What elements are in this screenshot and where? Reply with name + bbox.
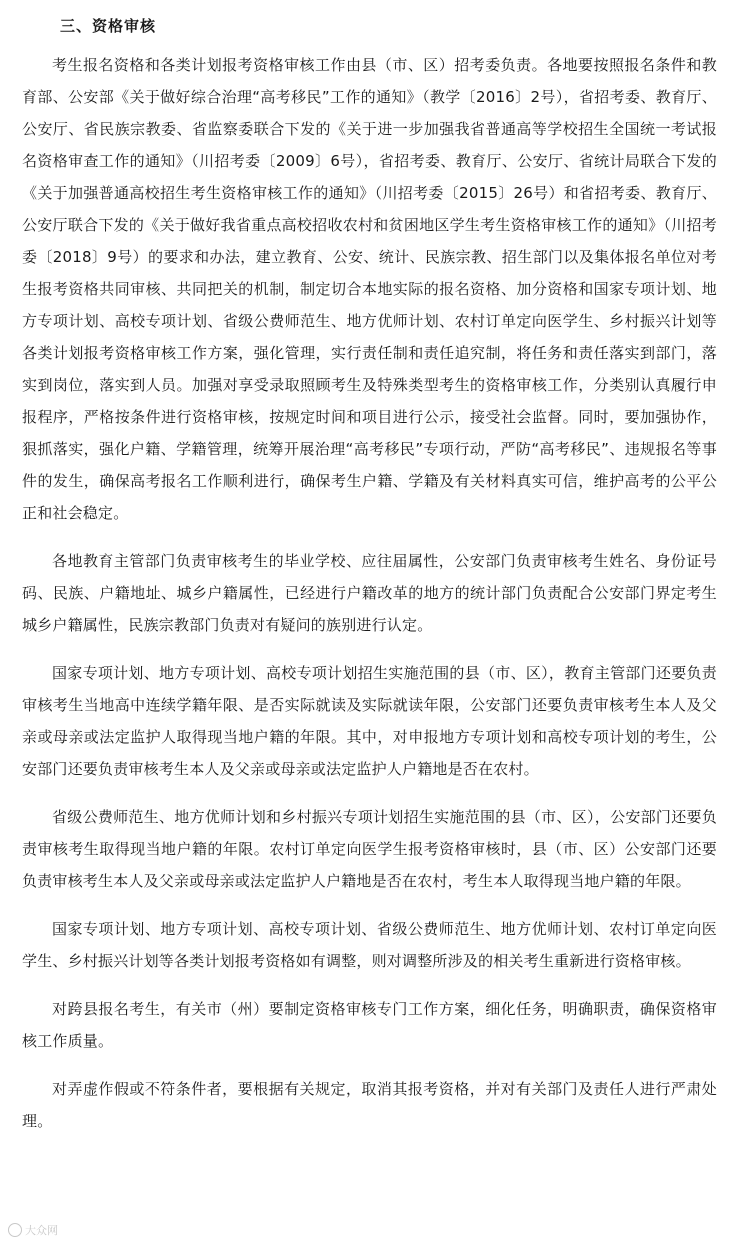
paragraph-special-plans: 国家专项计划、地方专项计划、高校专项计划招生实施范围的县（市、区），教育主管部门还要负责审核考生当地高中连续学籍年限、是否实际就读及实际就读年限，公安部门还要负责审核考生本人及父亲或母亲或法定监护人取得现当地户籍的年限。其中，对申报地方专项计划和高校专项计划的考生，公安部门还要负责审核考生本人及父亲或母亲或法定监护人户籍地是否在农村。 (22, 664, 717, 778)
paragraph-fraud: 对弄虚作假或不符条件者，要根据有关规定，取消其报考资格，并对有关部门及责任人进行严肃处理。 (22, 1080, 717, 1130)
watermark-logo-icon (8, 1223, 22, 1237)
watermark-text: 大众网 (25, 1224, 58, 1237)
paragraph-cross-county: 对跨县报名考生，有关市（州）要制定资格审核专门工作方案，细化任务，明确职责，确保资格审核工作质量。 (22, 1000, 717, 1050)
paragraph-intro: 考生报名资格和各类计划报考资格审核工作由县（市、区）招考委负责。各地要按照报名条件和教育部、公安部《关于做好综合治理“高考移民”工作的通知》（教学〔2016〕2号），省招考委、教育厅、公安厅、省民族宗教委、省监察委联合下发的《关于进一步加强我省普通高等学校招生全国统一考试报名资格审查工作的通知》（川招考委〔2009〕6号），省招考委、教育厅、公安厅、省统计局联合下发的《关于加强普通高校招生考生资格审核工作的通知》（川招考委〔2015〕26号）和省招考委、教育厅、公安厅联合下发的《关于做好我省重点高校招收农村和贫困地区学生考生资格审核工作的通知》（川招考委〔2018〕9号）的要求和办法，建立教育、公安、统计、民族宗教、招生部门以及集体报名单位对考生报考资格共同审核、共同把关的机制，制定切合本地实际的报名资格、加分资格和国家专项计划、地方专项计划、高校专项计划、省级公费师范生、地方优师计划、农村订单定向医学生、乡村振兴计划等各类计划报考资格审核工作方案，强化管理，实行责任制和责任追究制，将任务和责任落实到部门，落实到岗位，落实到人员。加强对享受录取照顾考生及特殊类型考生的资格审核工作，分类别认真履行申报程序，严格按条件进行资格审核，按规定时间和项目进行公示，接受社会监督。同时，要加强协作，狠抓落实，强化户籍、学籍管理，统筹开展治理“高考移民”专项行动，严防“高考移民”、违规报名等事件的发生，确保高考报名工作顺利进行，确保考生户籍、学籍及有关材料真实可信，维护高考的公平公正和社会稳定。 (22, 56, 717, 522)
paragraph-teacher-medical-plans: 省级公费师范生、地方优师计划和乡村振兴专项计划招生实施范围的县（市、区），公安部门还要负责审核考生取得现当地户籍的年限。农村订单定向医学生报考资格审核时，县（市、区）公安部门还要负责审核考生本人及父亲或母亲或法定监护人户籍地是否在农村，考生本人取得现当地户籍的年限。 (22, 808, 717, 890)
paragraph-adjustment: 国家专项计划、地方专项计划、高校专项计划、省级公费师范生、地方优师计划、农村订单定向医学生、乡村振兴计划等各类计划报考资格如有调整，则对调整所涉及的相关考生重新进行资格审核。 (22, 920, 717, 970)
section-title: 三、资格审核 (60, 17, 157, 35)
watermark (8, 1222, 58, 1238)
paragraph-department-duties: 各地教育主管部门负责审核考生的毕业学校、应往届属性，公安部门负责审核考生姓名、身份证号码、民族、户籍地址、城乡户籍属性，已经进行户籍改革的地方的统计部门负责配合公安部门界定考生城乡户籍属性，民族宗教部门负责对有疑问的族别进行认定。 (22, 552, 717, 634)
